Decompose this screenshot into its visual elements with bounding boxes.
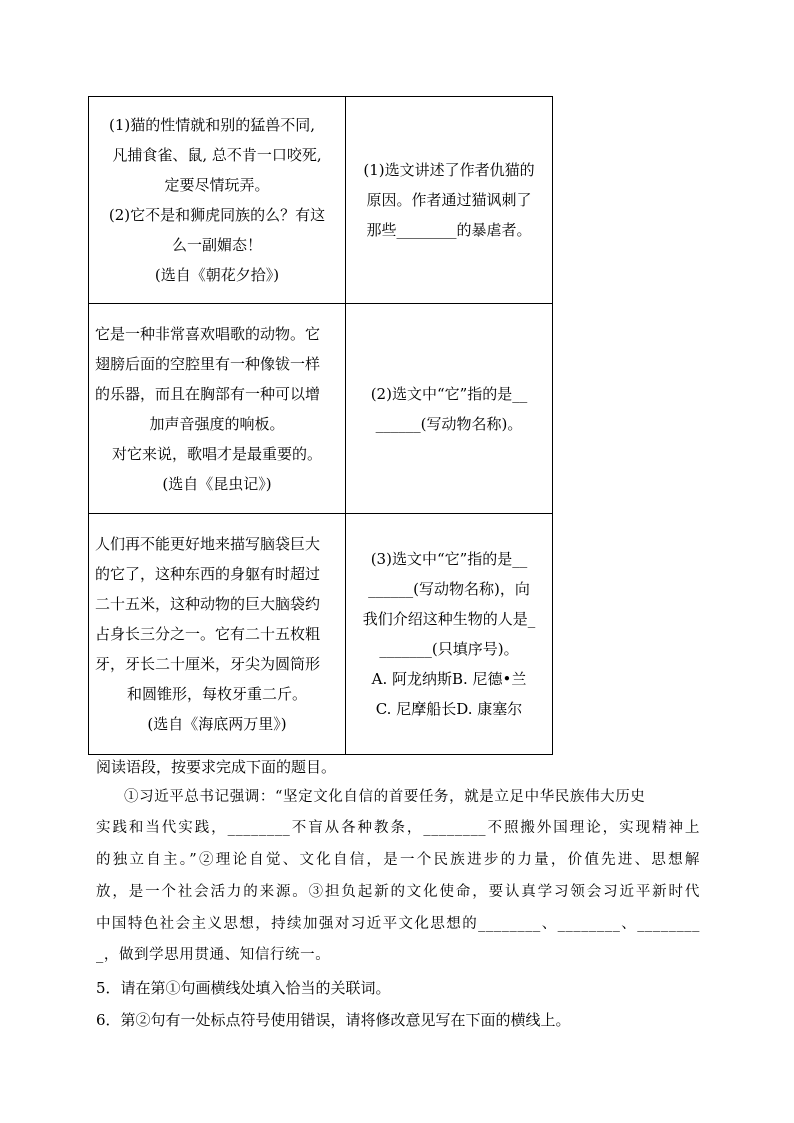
excerpt-line: 翅膀后面的空腔里有一种像钹一样 — [95, 354, 321, 373]
excerpt-cell — [89, 514, 346, 755]
excerpt-line: (1)猫的性情就和别的猛兽不同, — [109, 116, 316, 134]
excerpt-line: 定要尽情玩弄。 — [164, 176, 270, 194]
excerpt-cell — [89, 97, 346, 304]
excerpt-line: 人们再不能更好地来描写脑袋巨大 — [95, 535, 321, 553]
passage-line: 的独立自主。”②理论自觉、文化自信，是一个民族进步的力量，价值先进、思想解 — [96, 852, 700, 868]
passage-line: 中国特色社会主义思想，持续加强对习近平文化思想的________、________、________ — [96, 916, 700, 932]
question-line: _______(只填序号)。 — [379, 640, 519, 658]
excerpt-line: 的乐器，而且在胸部有一种可以增 — [95, 384, 321, 403]
question-6: 6．第②句有一处标点符号使用错误，请将修改意见写在下面的横线上。 — [96, 1011, 571, 1029]
option-line: C. 尼摩船长D. 康塞尔 — [375, 700, 523, 718]
passage-line: 放，是一个社会活力的来源。③担负起新的文化使命，要认真学习领会习近平新时代 — [96, 884, 700, 900]
excerpt-line: 它是一种非常喜欢唱歌的动物。它 — [95, 324, 321, 343]
question-line: ______(写动物名称)，向 — [368, 580, 530, 598]
excerpt-line: 对它来说，歌唱才是最重要的。 — [111, 444, 322, 463]
table-row — [89, 514, 553, 755]
passage-line: 实践和当代实践，________不盲从各种教条，________不照搬外国理论，实现精神上 — [96, 820, 700, 836]
excerpt-line: (2)它不是和狮虎同族的么？有这 — [108, 206, 326, 224]
option-line: A. 阿龙纳斯B. 尼德•兰 — [371, 670, 527, 688]
excerpt-line: 和圆锥形，每枚牙重二斤。 — [126, 685, 307, 703]
reading-table — [88, 96, 553, 755]
table-row — [89, 97, 553, 304]
question-line: 原因。作者通过猫讽刺了 — [366, 191, 532, 209]
excerpt-line: 凡捕食雀、鼠, 总不肯一口咬死, — [112, 146, 322, 164]
question-5: 5．请在第①句画横线处填入恰当的关联词。 — [96, 979, 391, 997]
question-line: ______(写动物名称)。 — [375, 414, 523, 433]
excerpt-line: 的它了，这种东西的身躯有时超过 — [95, 565, 321, 583]
excerpt-line: 二十五米，这种动物的巨大脑袋约 — [95, 595, 321, 613]
passage-line: _，做到学思用贯通、知信行统一。 — [96, 947, 331, 963]
excerpt-source: (选自《昆虫记》) — [162, 474, 272, 493]
excerpt-line: 么一副媚态！ — [171, 236, 262, 254]
table-row — [89, 304, 553, 514]
question-cell — [346, 97, 553, 304]
question-line: 我们介绍这种生物的人是_ — [362, 610, 536, 628]
question-line: (3)选文中“它”指的是__ — [370, 550, 528, 568]
excerpt-source: (选自《朝花夕拾》) — [154, 266, 280, 284]
section-instruction: 阅读语段，按要求完成下面的题目。 — [96, 758, 337, 776]
question-cell — [346, 304, 553, 514]
question-line: (1)选文讲述了作者仇猫的 — [363, 161, 535, 179]
excerpt-cell — [89, 304, 346, 514]
question-cell — [346, 514, 553, 755]
excerpt-line: 牙，牙长二十厘米，牙尖为圆筒形 — [95, 655, 321, 673]
excerpt-line: 加声音强度的响板。 — [149, 414, 285, 433]
question-line: (2)选文中“它”指的是__ — [370, 384, 528, 403]
excerpt-source: (选自《海底两万里》) — [147, 715, 287, 733]
passage-line: ①习近平总书记强调：“坚定文化自信的首要任务，就是立足中华民族伟大历史 — [124, 789, 646, 805]
excerpt-line: 占身长三分之一。它有二十五枚粗 — [95, 625, 321, 643]
question-line: 那些________的暴虐者。 — [366, 221, 532, 239]
